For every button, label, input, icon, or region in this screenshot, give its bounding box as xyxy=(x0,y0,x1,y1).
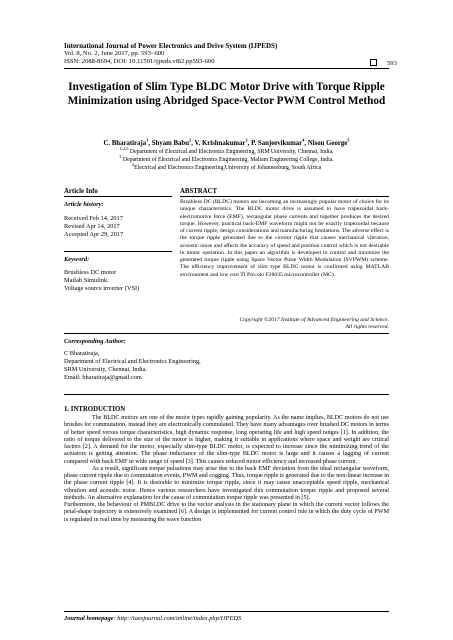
author: V. Krishnakumar xyxy=(194,140,246,147)
section-rule xyxy=(64,333,389,334)
page-number: 593 xyxy=(387,60,397,67)
affiliation: $^4$Electrical and Electronics Engineering,University of Johannesburg, South Africa xyxy=(131,162,322,171)
keywords-rule xyxy=(64,251,172,252)
copyright-notice: Copyright ©2017 Institute of Advanced Engineering and Science. All rights reserved. xyxy=(239,317,389,331)
journal-name: International Journal of Power Electronics and Drive System (IJPEDS) xyxy=(64,42,278,50)
paragraph: As a result, significant torque pulsations may arise due to the back EMF deviation from the ideal rectangular waveform, phase current ripple due to commutation events, PWM and cogging. Thus, torque ripple is generated due to the non-linear increase in the phase current ripple [4]. It is desirable to minimize torque ripple, since it may cause unacceptable speed ripple, mechanical vibration and acoustic noise. Hence various researchers have investigated this commutation torque ripple and proposed several methods. An alternative explanation for the cause of commutation torque ripple was presented in [5]. xyxy=(64,465,389,501)
history-item: Accepted Apr 29, 2017 xyxy=(64,231,124,238)
history-heading: Article history: xyxy=(64,201,104,208)
author: Shyam Babu xyxy=(151,140,189,147)
header-rule xyxy=(64,68,389,69)
introduction-heading: 1. INTRODUCTION xyxy=(64,406,126,413)
keyword-item: Brushless DC motor xyxy=(64,269,117,276)
introduction-body xyxy=(64,415,389,524)
page-number-block xyxy=(370,59,397,67)
square-icon xyxy=(370,59,377,66)
abstract-text: Brushless DC (BLDC) motors are becoming an increasingly popular motor of choice for its unique characteristics. The BLDC motor drive is assumed to have trapezoidal back-electromotive force (EMF), rectangular phase currents and together produces the desired torque. However, practical back-EMF waveform might not be exactly trapezoidal because of current ripple, design considerations and manufacturing limitations. The adverse effect is the torque ripple generated due to the current ripple that causes mechanical vibration, acoustic noise and affects the accuracy of speed and position control which is not desirable in motor operation. In this paper an algorithm is developed to control and minimize the generated torque ripple using Space Vector Pulse Width Modulation (SVPWM) scheme. The efficiency improvement of slim type BLDC motor is confirmed using MATLAB environment and low cost TI Piccolo F28035 microcontroller (MC). xyxy=(180,199,389,278)
author: P. Sanjeevikumar xyxy=(251,140,303,147)
paragraph: The BLDC motors are one of the motor types rapidly gaining popularity. As the name implies, BLDC motors do not use brushes for commutation, instead they are electronically commutated. They have many advantages over brushed DC motors in terms of better speed versus torque characteristics, high dynamic response, long operating life and high speed ranges [1]. In addition, the ratio of torque delivered to the size of the motor is higher, making it suitable in applications where space and weight are critical factors [2]. A demand for the motor, especially slim-type BLDC motor, is expected to increase since the minimizing trend of the actuators is getting attention. The phase inductance of the slim-type BLDC motor is large and it causes a lagging of current compared with back EMF in wide range of speed [3]. This causes reduced motor efficiency and increased phase current. xyxy=(64,415,389,465)
article-info-rule xyxy=(64,196,172,197)
paper-title: Investigation of Slim Type BLDC Motor Drive with Torque Ripple Minimization using Abridged Space-Vector PWM Control Method xyxy=(67,81,386,107)
article-info-heading: Article Info xyxy=(64,188,98,195)
abstract-rule xyxy=(180,196,389,197)
corresponding-heading: Corresponding Author: xyxy=(64,338,126,345)
affiliation: $^3$ Department of Electrical and Electronics Engineering, Maliam Engineering College, India. xyxy=(119,154,334,163)
footer xyxy=(64,615,241,622)
keyword-item: Matlab Simulink. xyxy=(64,277,109,284)
corresponding-author: C Bharatiraja, Department of Electrical and Electronics Engineering, SRM University, Chennai, India. Email: bharatiraja@gmail.com xyxy=(64,350,201,381)
author: C. Bharatiraja xyxy=(103,140,147,147)
footer-label: Journal homepage xyxy=(64,615,114,622)
journal-volume: Vol. 8, No. 2, June 2017, pp. 593~600 xyxy=(64,50,165,57)
journal-issn: ISSN: 2088-8694, DOI: 10.11591/ijpeds.v8i2.pp593-600 xyxy=(64,58,215,65)
author-list: C. Bharatiraja$^1$, Shyam Babu$^2$, V. Krishnakumar$^3$, P. Sanjeevikumar$^4$, Nison George$^5$ xyxy=(103,137,350,147)
journal-header xyxy=(64,42,394,66)
paragraph: Furthermore, the behaviour of PMBLDC drive to the vector analysis in the stationary plane in which the current vector follows the petal-shape trajectory is extensively examined [6]. A design is implemented for current control rule in which the duty cycle of PWM is regulated in real time by measuring the wave function xyxy=(64,502,389,523)
journal-homepage-link[interactable]: : http://iaesjournal.com/online/index.php/IJPEDS xyxy=(113,615,242,622)
section-rule xyxy=(64,394,389,395)
footer-rule xyxy=(64,611,389,612)
keywords-heading: Keyword: xyxy=(64,256,90,263)
history-item: Received Feb 14, 2017 xyxy=(64,215,123,222)
affiliation: $^{1,2,5}$ Department of Electrical and Electronics Engineering, SRM University, Chennai, India. xyxy=(119,146,334,155)
keyword-item: Voltage source inverter (VSI) xyxy=(64,285,140,292)
abstract-heading: ABSTRACT xyxy=(180,188,218,195)
author: Nison George xyxy=(307,140,348,147)
history-item: Revised Apr 14, 2017 xyxy=(64,223,120,230)
